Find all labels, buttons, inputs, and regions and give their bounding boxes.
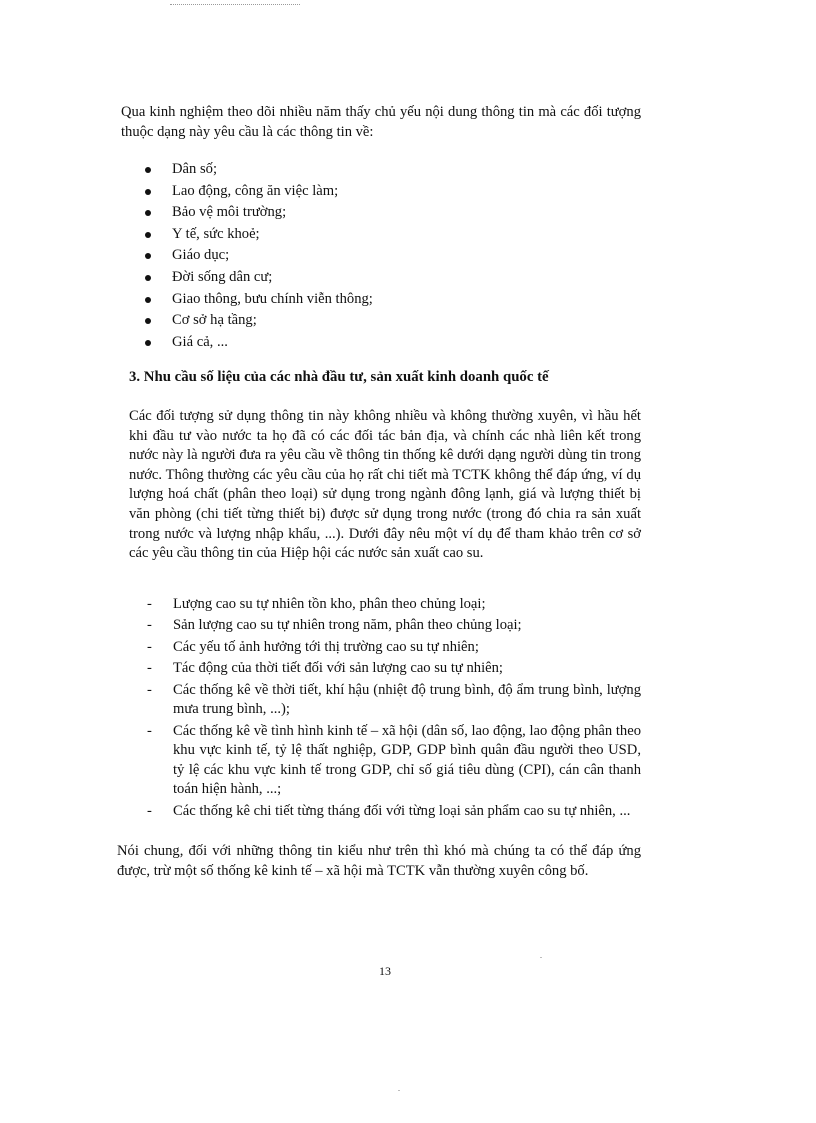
page-number: 13 [379,964,391,978]
bullet-item [140,268,620,290]
scan-speck [398,1090,400,1091]
bullet-dot-icon [145,275,151,281]
bullet-text: Giao thông, bưu chính viễn thông; [172,290,373,307]
dash-marker: - [147,660,152,677]
dash-text: Sản lượng cao su tự nhiên trong năm, phân theo chủng loại; [173,617,522,634]
bullet-text: Cơ sở hạ tầng; [172,312,257,329]
dash-marker: - [147,802,152,819]
bullet-dot-icon [145,297,151,303]
intro-paragraph: Qua kinh nghiệm theo dõi nhiều năm thấy chủ yếu nội dung thông tin mà các đối tượng thuộc dạng này yêu cầu là các thông tin về: [121,104,641,140]
bullet-dot-icon [145,232,151,238]
bullet-item [140,333,620,355]
scan-artifact [170,4,300,9]
dash-text: Lượng cao su tự nhiên tồn kho, phân theo chủng loại; [173,596,486,612]
dash-item [145,722,641,800]
bullet-list [140,160,620,354]
bullet-dot-icon [145,253,151,259]
bullet-dot-icon [145,189,151,195]
body-paragraph: Các đối tượng sử dụng thông tin này không nhiều và không thường xuyên, vì hầu hết khi đầu tư vào nước ta họ đã có các đối tác bản địa, và chính các nhà liên kết trong nước này là người đưa ra yêu cầu về thông tin thống kê dưới dạng người dùng tin trong nước. Thông thường các yêu cầu của họ rất chi tiết mà TCTK không thể đáp ứng, ví dụ lượng hoá chất (phân theo loại) sử dụng trong ngành đông lạnh, giá và lượng thiết bị văn phòng (chi tiết từng thiết bị) được sử dụng trong nước (trong đó chia ra sản xuất trong nước và lượng nhập khẩu, ...). Dưới đây nêu một ví dụ để tham khảo trên cơ sở các yêu cầu thông tin của Hiệp hội các nước sản xuất cao su. [129,408,641,562]
dash-item [145,802,641,822]
bullet-text: Y tế, sức khoẻ; [172,225,260,242]
dash-text: Các thống kê về thời tiết, khí hậu (nhiệt độ trung bình, độ ẩm trung bình, lượng mưa trung bình, ...); [173,681,641,718]
bullet-item [140,290,620,312]
dash-text: Các thống kê về tình hình kinh tế – xã hội (dân số, lao động, lao động phân theo khu vực kinh tế, tỷ lệ thất nghiệp, GDP, GDP bình quân đầu người theo USD, tỷ lệ các khu vực kinh tế trong GDP, chỉ số giá tiêu dùng (CPI), cán cân thanh toán hiện hành, ...; [173,722,641,798]
bullet-text: Đời sống dân cư; [172,268,273,285]
scan-speck [540,957,542,958]
dash-item [145,595,641,615]
bullet-text: Lao động, công ăn việc làm; [172,182,339,199]
bullet-text: Bảo vệ môi trường; [172,204,287,221]
dash-text: Các yếu tố ảnh hưởng tới thị trường cao su tự nhiên; [173,638,479,655]
dash-item [145,638,641,658]
dash-item [145,616,641,636]
bullet-dot-icon [145,340,151,346]
section-heading: 3. Nhu cầu số liệu của các nhà đầu tư, sản xuất kinh doanh quốc tế [129,369,549,385]
dash-marker: - [147,638,152,655]
closing-paragraph: Nói chung, đối với những thông tin kiểu như trên thì khó mà chúng ta có thể đáp ứng được, trừ một số thống kê kinh tế – xã hội mà TCTK vẫn thường xuyên công bố. [117,843,641,879]
bullet-dot-icon [145,167,151,173]
bullet-item [140,225,620,247]
dash-marker: - [147,681,152,698]
bullet-item [140,203,620,225]
dash-marker: - [147,596,152,612]
bullet-text: Dân số; [172,161,217,177]
bullet-item [140,182,620,204]
bullet-text: Giá cả, ... [172,333,228,350]
bullet-text: Giáo dục; [172,247,230,264]
dash-item [145,659,641,679]
dash-text: Các thống kê chi tiết từng tháng đối với từng loại sản phẩm cao su tự nhiên, ... [173,802,631,819]
dash-marker: - [147,722,152,739]
bullet-item [140,160,620,182]
bullet-item [140,311,620,333]
bullet-item [140,246,620,268]
dash-text: Tác động của thời tiết đối với sản lượng cao su tự nhiên; [173,660,503,677]
bullet-dot-icon [145,210,151,216]
dash-list [145,595,641,823]
dash-item [145,681,641,720]
dash-marker: - [147,617,152,634]
bullet-dot-icon [145,318,151,324]
